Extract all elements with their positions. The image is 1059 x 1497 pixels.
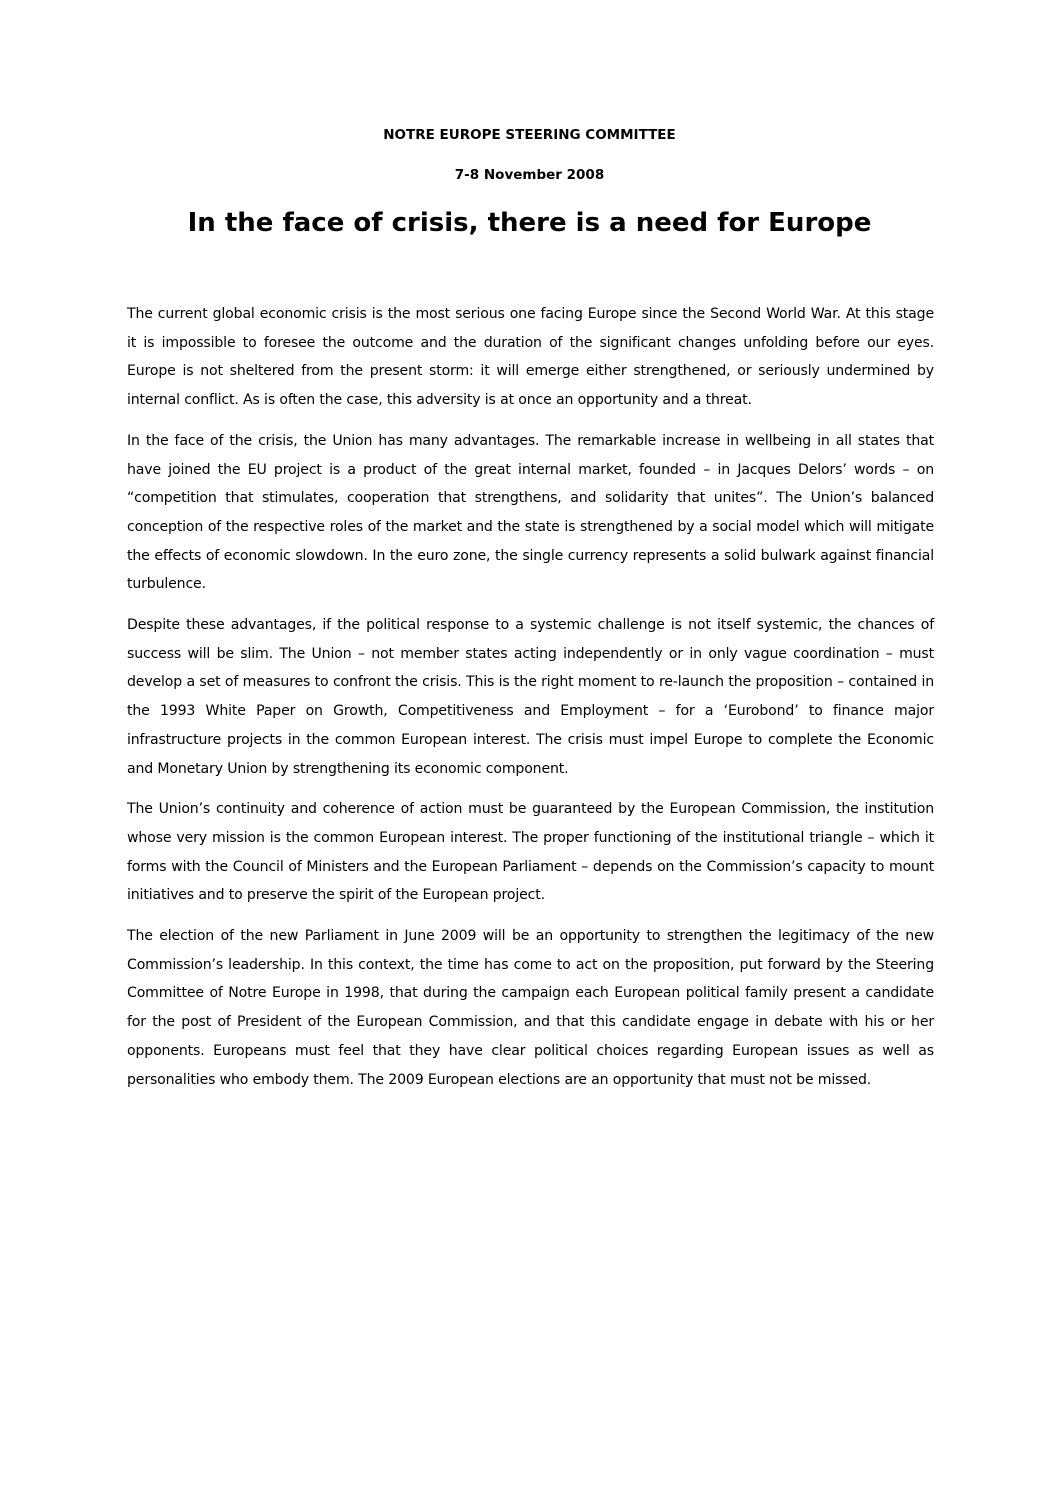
document-body	[127, 300, 934, 1106]
paragraph: In the face of the crisis, the Union has many advantages. The remarkable increase in wellbeing in all states that have joined the EU project is a product of the great internal market, founded – in Jacques Delors’ words – on “competition that stimulates, cooperation that strengthens, and solidarity that unites”. The Union’s balanced conception of the respective roles of the market and the state is strengthened by a social model which will mitigate the effects of economic slowdown. In the euro zone, the single currency represents a solid bulwark against financial turbulence.	[127, 432, 934, 593]
paragraph: Despite these advantages, if the political response to a systemic challenge is not itself systemic, the chances of success will be slim. The Union – not member states acting independently or in only vague coordination – must develop a set of measures to confront the crisis. This is the right moment to re-launch the proposition – contained in the 1993 White Paper on Growth, Competitiveness and Employment – for a ‘Eurobond’ to finance major infrastructure projects in the common European interest. The crisis must impel Europe to complete the Economic and Monetary Union by strengthening its economic component.	[127, 617, 934, 777]
document-date: 7-8 November 2008	[454, 167, 605, 183]
paragraph: The election of the new Parliament in June 2009 will be an opportunity to strengthen the legitimacy of the new Commission’s leadership. In this context, the time has come to act on the proposition, put forward by the Steering Committee of Notre Europe in 1998, that during the campaign each European political family present a candidate for the post of President of the European Commission, and that this candidate engage in debate with his or her opponents. Europeans must feel that they have clear political choices regarding European issues as well as personalities who embody them. The 2009 European elections are an opportunity that must not be missed.	[127, 928, 934, 1088]
organization-heading: NOTRE EUROPE STEERING COMMITTEE	[383, 127, 676, 143]
paragraph: The current global economic crisis is the most serious one facing Europe since the Second World War. At this stage it is impossible to foresee the outcome and the duration of the significant changes unfolding before our eyes. Europe is not sheltered from the present storm: it will emerge either strengthened, or seriously undermined by internal conflict. As is often the case, this adversity is at once an opportunity and a threat.	[127, 306, 934, 409]
paragraph: The Union’s continuity and coherence of action must be guaranteed by the European Commission, the institution whose very mission is the common European interest. The proper functioning of the institutional triangle – which it forms with the Council of Ministers and the European Parliament – depends on the Commission’s capacity to mount initiatives and to preserve the spirit of the European project.	[127, 801, 934, 904]
document-title: In the face of crisis, there is a need for Europe	[187, 208, 872, 238]
